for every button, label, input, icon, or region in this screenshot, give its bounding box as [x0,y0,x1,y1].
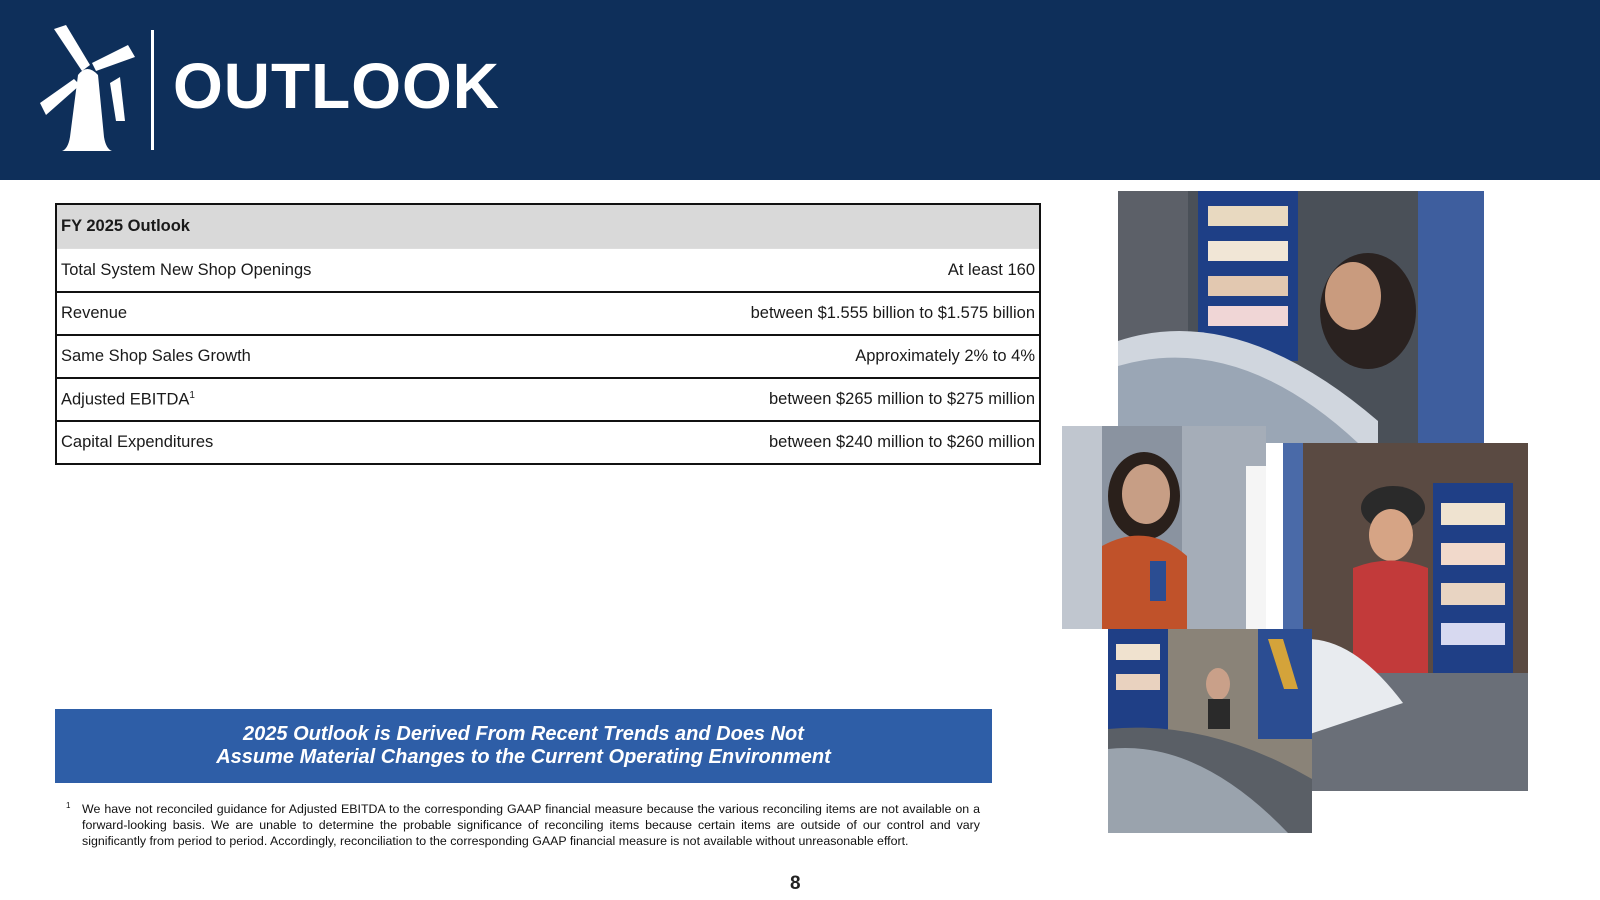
page-title: OUTLOOK [173,50,500,122]
page-number: 8 [790,873,801,894]
row-value: Approximately 2% to 4% [855,347,1035,365]
outlook-note-banner [55,709,992,783]
footnote-ref: 1 [189,389,195,401]
table-heading-row [57,205,1039,248]
outlook-table [55,203,1041,465]
row-label-with-footnote [61,390,195,410]
table-row [57,420,1039,463]
banner-line-1: 2025 Outlook is Derived From Recent Trends and Does Not [243,723,804,745]
footnote-mark: 1 [66,801,71,810]
row-label: Capital Expenditures [61,433,214,451]
table-row [57,248,1039,291]
photo-smiling-woman [1062,426,1266,629]
header-banner [0,0,1600,180]
table-row [57,334,1039,377]
row-label: Revenue [61,304,128,322]
photo-drive-thru-woman [1118,191,1484,443]
banner-line-2: Assume Material Changes to the Current Operating Environment [216,746,831,768]
footnote-text: We have not reconciled guidance for Adjusted EBITDA to the corresponding GAAP financial measure because the various reconciling items are not available on a forward-looking basis. We are unable to determine the probable significance of reconciling items because certain items are outside of our control and vary significantly from period to period. Accordingly, reconciliation to the corresponding GAAP financial measure is not available without unreasonable effort. [82,802,980,848]
table-row [57,377,1039,420]
row-value: between $1.555 billion to $1.575 billion [750,304,1035,322]
row-label: Same Shop Sales Growth [61,347,251,365]
row-label: Total System New Shop Openings [61,260,312,279]
row-value: between $240 million to $260 million [769,433,1035,451]
row-label: Adjusted EBITDA [61,390,190,409]
windmill-logo-icon [40,25,135,155]
table-heading: FY 2025 Outlook [61,217,190,235]
photo-drive-thru-window [1108,629,1312,833]
header-divider [151,30,154,150]
row-value: between $265 million to $275 million [769,390,1035,408]
row-value: At least 160 [947,260,1035,279]
footnote [66,801,980,849]
photo-firefighter [1283,443,1528,791]
table-row [57,291,1039,334]
